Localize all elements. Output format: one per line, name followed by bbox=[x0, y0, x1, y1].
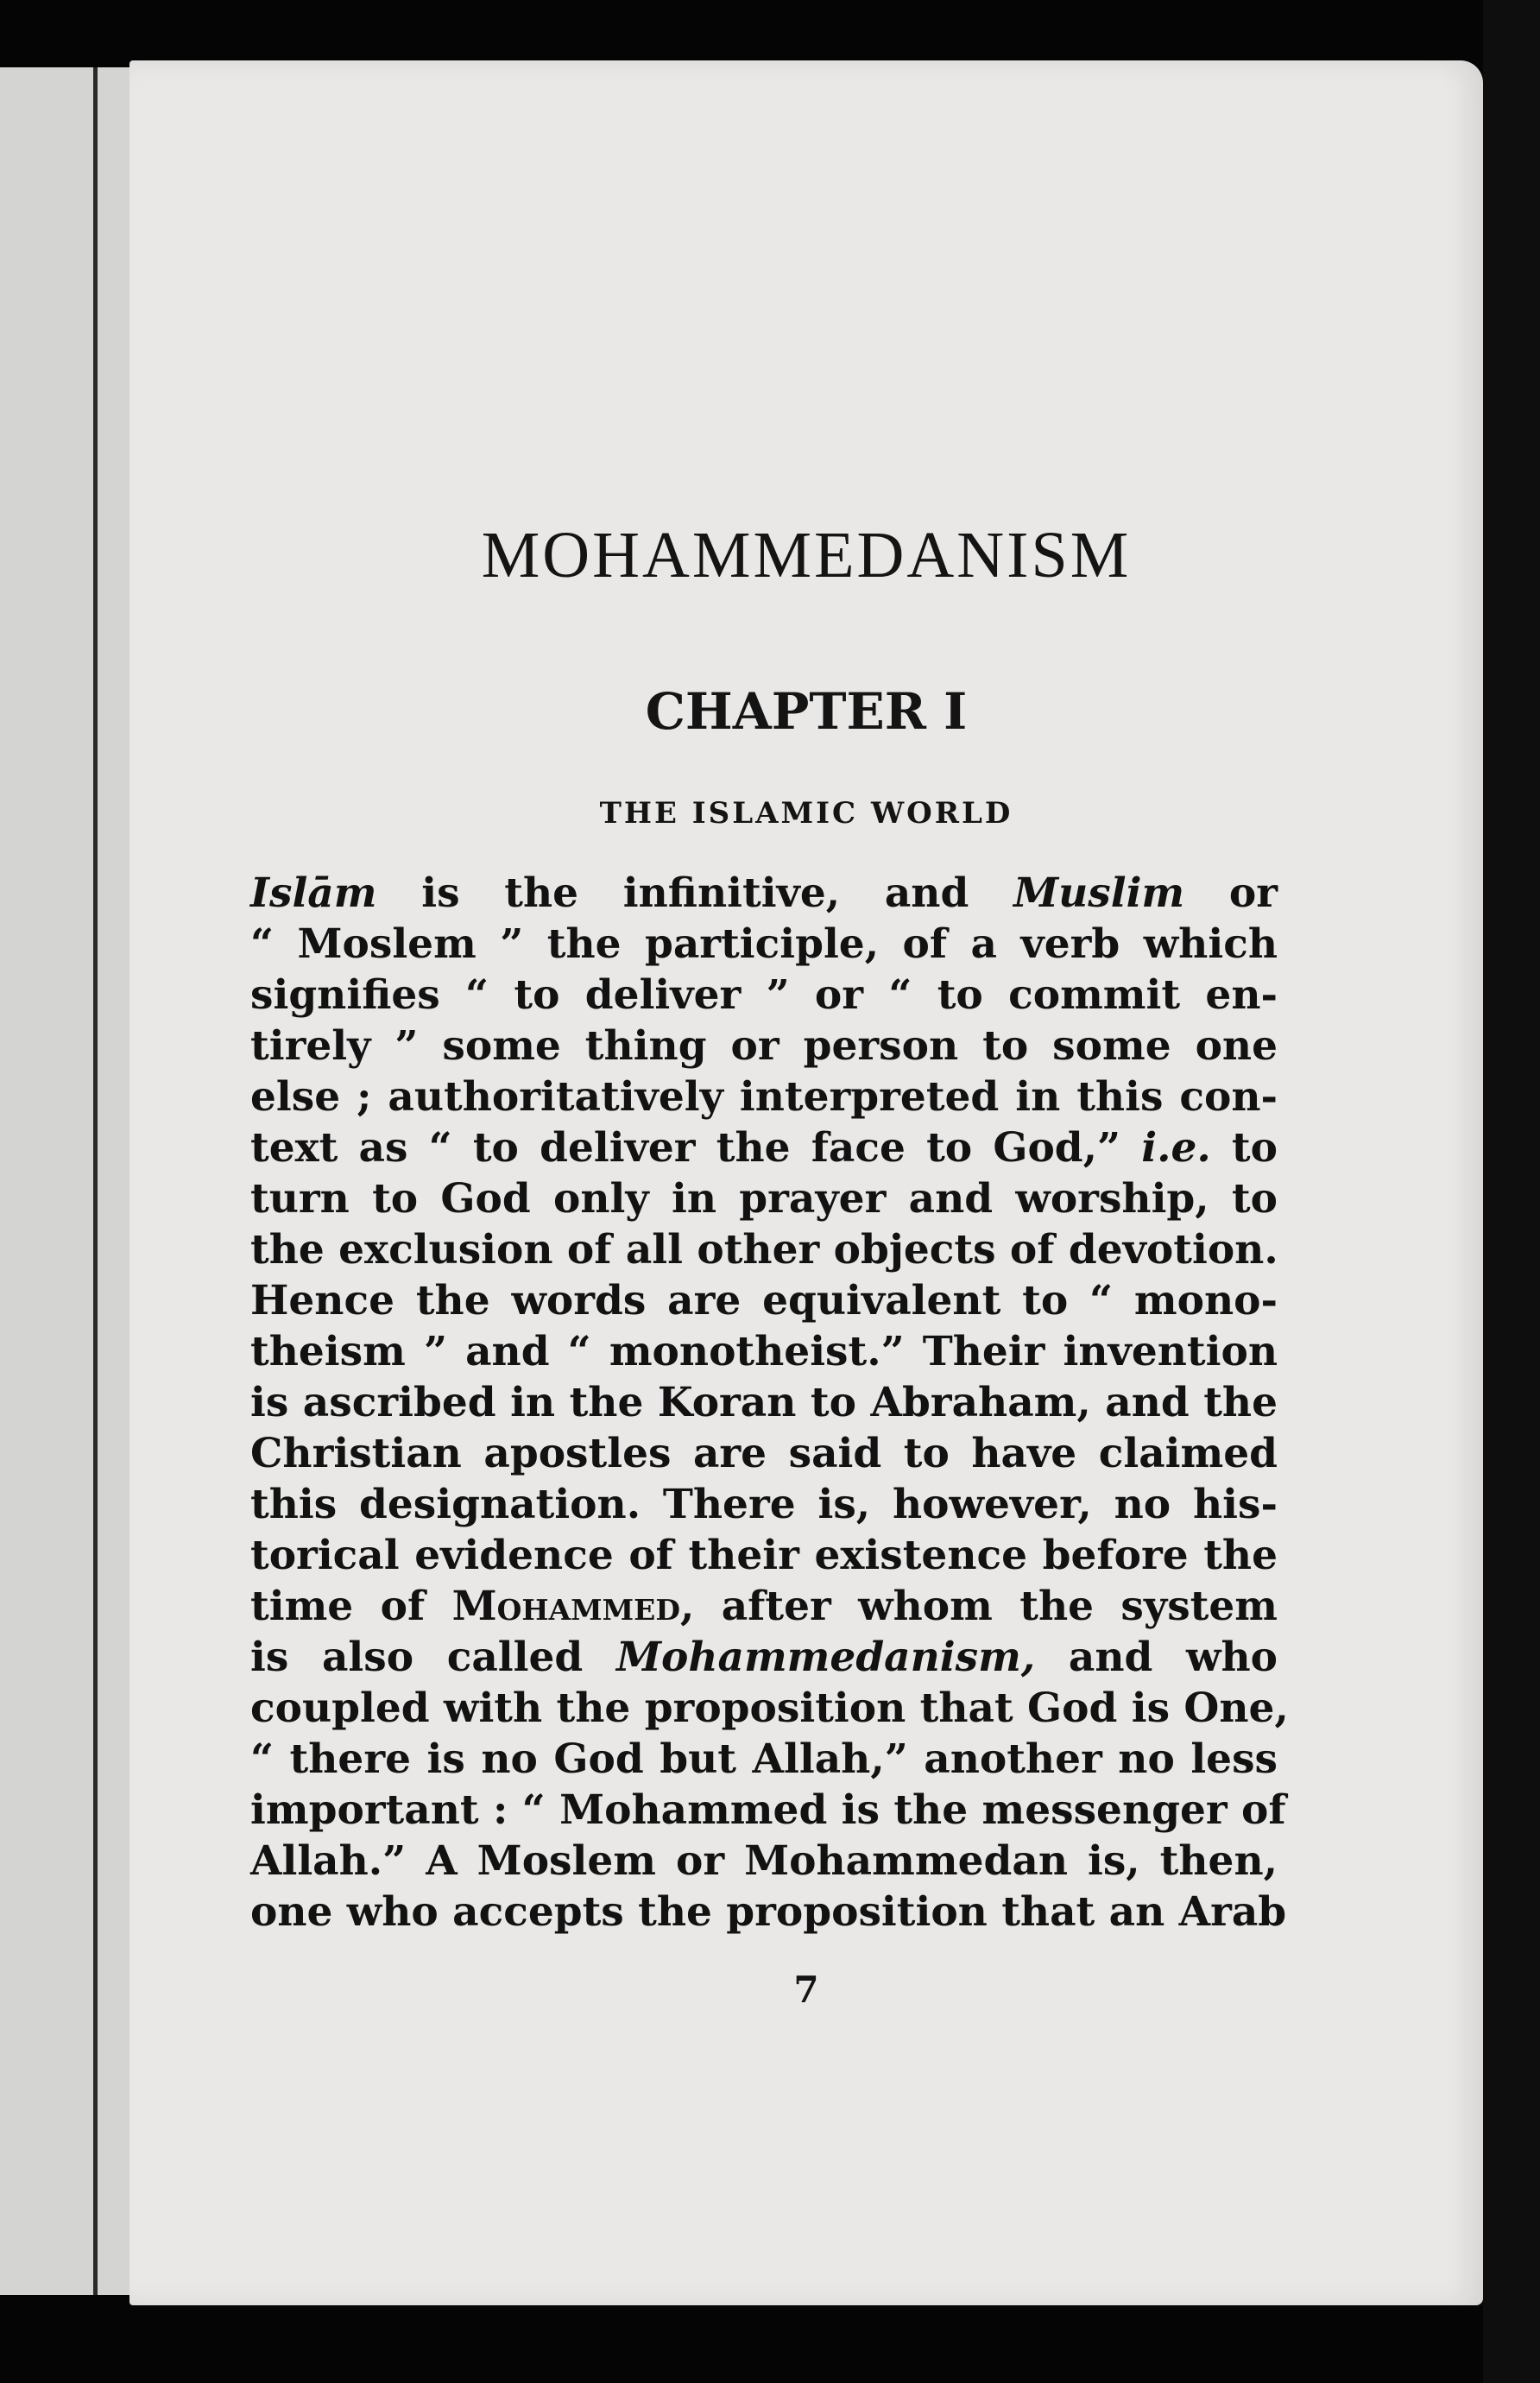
text-segment: theism ” and “ monotheist.” Their invention bbox=[250, 1328, 1278, 1375]
text-segment: Islām bbox=[250, 869, 377, 917]
text-segment: Allah.” A Moslem or Mohammedan is, then, bbox=[250, 1837, 1278, 1885]
text-segment: is the infinitive, and bbox=[376, 869, 1014, 917]
text-line bbox=[250, 1786, 1286, 1836]
text-segment: tirely ” some thing or person to some one bbox=[250, 1022, 1278, 1070]
text-line bbox=[250, 1276, 1278, 1327]
gutter-line bbox=[93, 67, 98, 2295]
text-line bbox=[250, 1735, 1278, 1786]
body-paragraph bbox=[250, 869, 1289, 1938]
text-segment: “ there is no God but Allah,” another no less bbox=[250, 1735, 1278, 1783]
text-segment: else ; authoritatively interpreted in this con- bbox=[250, 1073, 1278, 1121]
text-line bbox=[250, 1174, 1278, 1225]
text-line bbox=[250, 1225, 1278, 1276]
section-heading: THE ISLAMIC WORLD bbox=[599, 796, 1013, 831]
text-segment: text as “ to deliver the face to God,” bbox=[250, 1124, 1142, 1172]
text-segment: Mohammedanism, bbox=[615, 1634, 1036, 1681]
text-segment: turn to God only in prayer and worship, to bbox=[250, 1175, 1278, 1223]
text-segment: or bbox=[1184, 869, 1278, 917]
text-line bbox=[250, 1378, 1278, 1429]
text-segment: Christian apostles are said to have claimed bbox=[250, 1430, 1278, 1477]
text-segment: coupled with the proposition that God is One, bbox=[250, 1685, 1289, 1732]
chapter-heading: CHAPTER I bbox=[645, 682, 968, 741]
text-line bbox=[250, 1633, 1278, 1684]
left-page-edge bbox=[0, 67, 129, 2295]
text-segment: Mohammed bbox=[451, 1583, 680, 1630]
text-line bbox=[250, 920, 1278, 970]
text-segment: is ascribed in the Koran to Abraham, and the bbox=[250, 1379, 1278, 1426]
text-segment: signifies “ to deliver ” or “ to commit en- bbox=[250, 971, 1278, 1019]
text-line bbox=[250, 970, 1278, 1021]
text-segment: to bbox=[1210, 1124, 1278, 1172]
text-line bbox=[250, 1684, 1289, 1735]
text-line bbox=[250, 1327, 1278, 1378]
text-line bbox=[250, 1072, 1278, 1123]
text-segment: torical evidence of their existence before the bbox=[250, 1532, 1278, 1579]
text-line bbox=[250, 869, 1278, 920]
text-line bbox=[250, 1836, 1278, 1887]
text-segment: the exclusion of all other objects of devotion. bbox=[250, 1226, 1278, 1274]
page-number: 7 bbox=[793, 1969, 819, 2011]
text-line bbox=[250, 1429, 1278, 1480]
text-line bbox=[250, 1531, 1278, 1582]
text-segment: is also called bbox=[250, 1634, 616, 1681]
text-segment: Muslim bbox=[1013, 869, 1185, 917]
text-line bbox=[250, 1123, 1278, 1174]
book-title: MOHAMMEDANISM bbox=[481, 519, 1132, 591]
text-segment: i.e. bbox=[1141, 1124, 1211, 1172]
text-segment: time of bbox=[250, 1583, 452, 1630]
text-segment: and who bbox=[1035, 1634, 1278, 1681]
text-line bbox=[250, 1887, 1287, 1938]
text-line bbox=[250, 1480, 1278, 1531]
text-segment: Hence the words are equivalent to “ mono- bbox=[250, 1277, 1278, 1324]
text-line bbox=[250, 1021, 1278, 1072]
text-segment: , after whom the system bbox=[679, 1583, 1278, 1630]
text-segment: important : “ Mohammed is the messenger of bbox=[250, 1786, 1286, 1834]
text-segment: this designation. There is, however, no his- bbox=[250, 1481, 1278, 1528]
text-segment: “ Moslem ” the participle, of a verb which bbox=[250, 920, 1278, 968]
text-line bbox=[250, 1582, 1278, 1633]
text-segment: one who accepts the proposition that an Arab bbox=[250, 1888, 1287, 1936]
scan-background bbox=[1483, 0, 1540, 2383]
